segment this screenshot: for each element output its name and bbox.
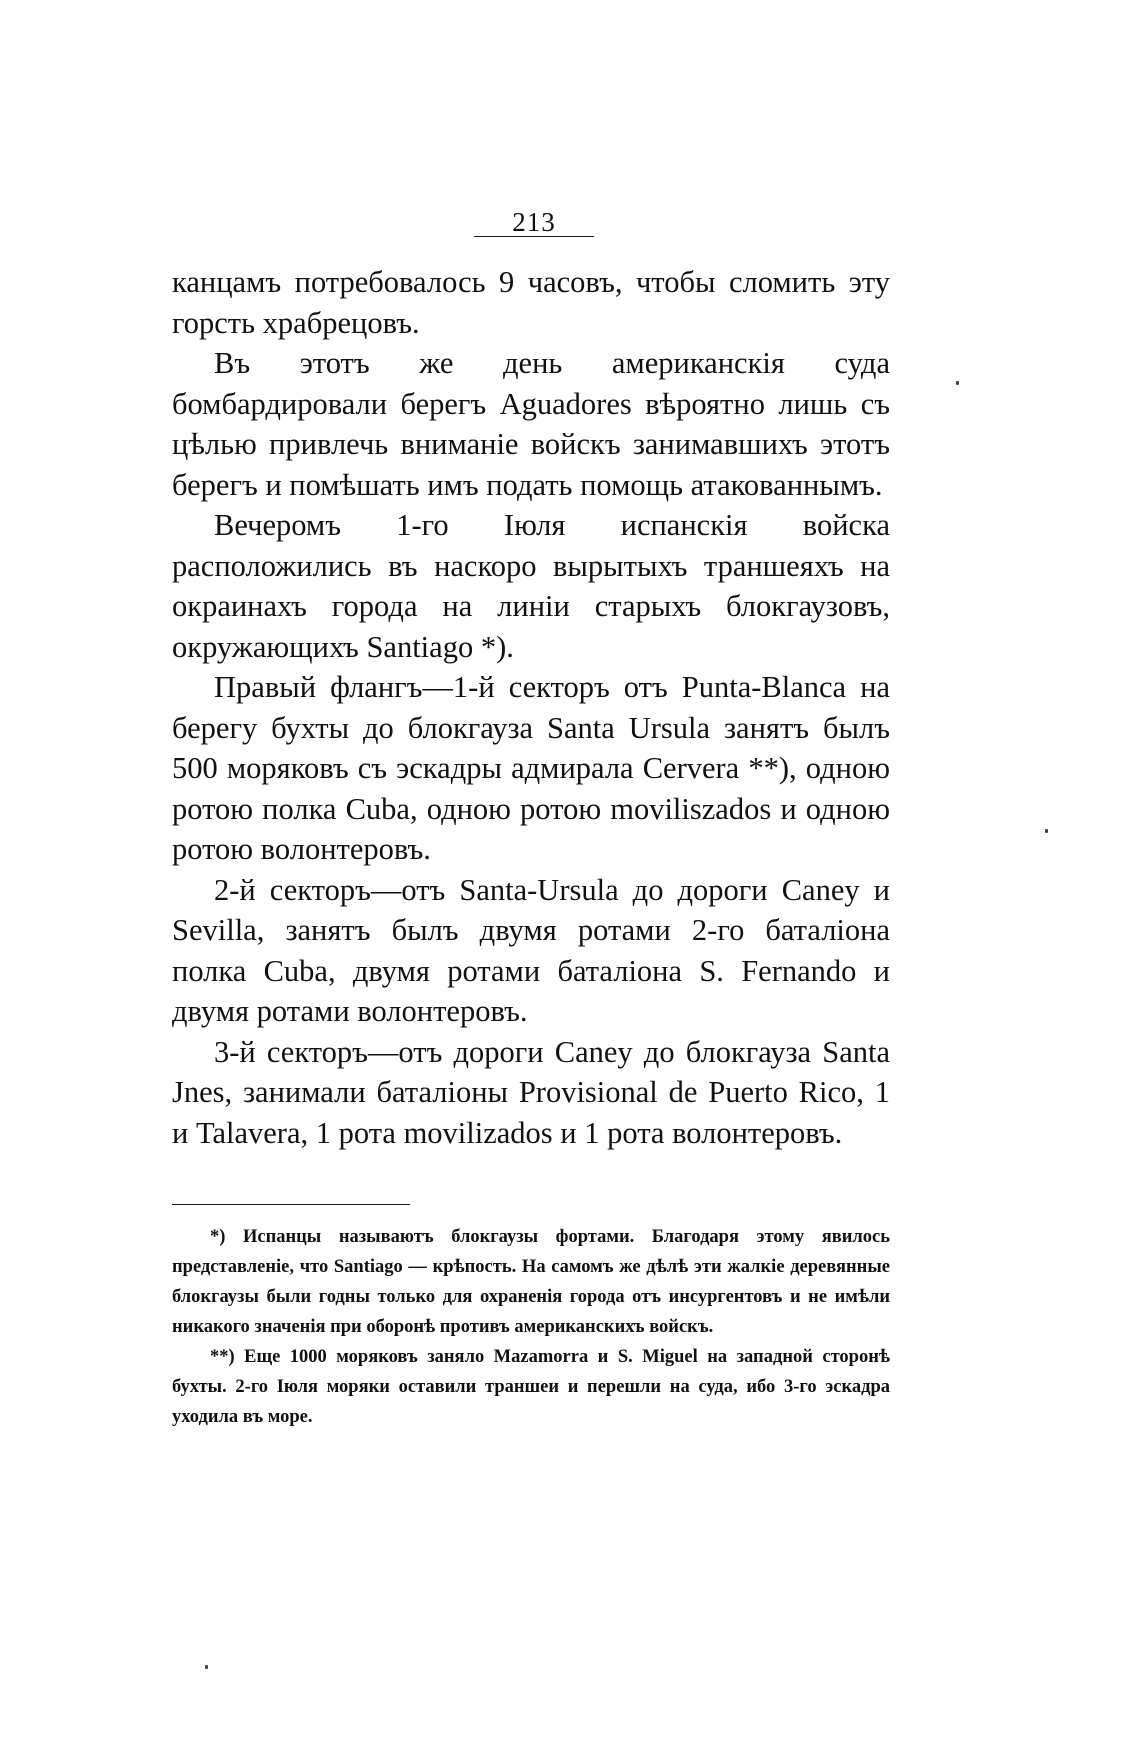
paragraph: Вечеромъ 1-го Іюля испанскія войска расположились въ наскоро вырытыхъ траншеяхъ на окраинахъ города на линіи старыхъ блокгаузовъ, окружающихъ Santiago *).	[172, 508, 890, 664]
page-number: 213	[512, 207, 556, 237]
scan-speck	[956, 381, 959, 385]
footnotes	[172, 1222, 890, 1432]
footnote-separator	[172, 1204, 410, 1205]
paragraph: 2-й секторъ—отъ Santa-Ursula до дороги Caney и Sevilla, занятъ былъ двумя ротами 2-го баталіона полка Cuba, двумя ротами баталіона S. Fernando и двумя ротами волонтеровъ.	[172, 872, 890, 1028]
scan-speck	[205, 1665, 208, 1669]
paragraph: канцамъ потребовалось 9 часовъ, чтобы сломить эту горсть храбрецовъ.	[172, 265, 890, 340]
footnote: **) Еще 1000 моряковъ заняло Mazamorra и S. Miguel на западной сторонѣ бухты. 2-го Іюля моряки оставили траншеи и перешли на суда, ибо 3-го эскадра уходила въ море.	[172, 1347, 890, 1427]
paragraph: Правый флангъ—1-й секторъ отъ Punta-Blanca на берегу бухты до блокгауза Santa Ursula занятъ былъ 500 моряковъ съ эскадры адмирала Cervera **), одною ротою полка Cuba, одною ротою moviliszados и одною ротою волонтеровъ.	[172, 670, 890, 866]
paragraph: Въ этотъ же день американскія суда бомбардировали берегъ Aguadores вѣроятно лишь съ цѣлью привлечь вниманіе войскъ занимавшихъ этотъ берегъ и помѣшать имъ подать помощь атакованнымъ.	[172, 346, 890, 502]
page-number-underline	[474, 236, 594, 237]
scan-speck	[1045, 829, 1048, 833]
main-text	[172, 262, 890, 1153]
footnote: *) Испанцы называютъ блокгаузы фортами. Благодаря этому явилось представленіе, что Santiago — крѣпость. На самомъ же дѣлѣ эти жалкіе деревянные блокгаузы были годны только для охраненія города отъ инсургентовъ и не имѣли никакого значенія при оборонѣ противъ американскихъ войскъ.	[172, 1227, 890, 1337]
paragraph: 3-й секторъ—отъ дороги Caney до блокгауза Santa Jnes, занимали баталіоны Provisional de Puerto Rico, 1 и Talavera, 1 рота movilizados и 1 рота волонтеровъ.	[172, 1034, 890, 1150]
